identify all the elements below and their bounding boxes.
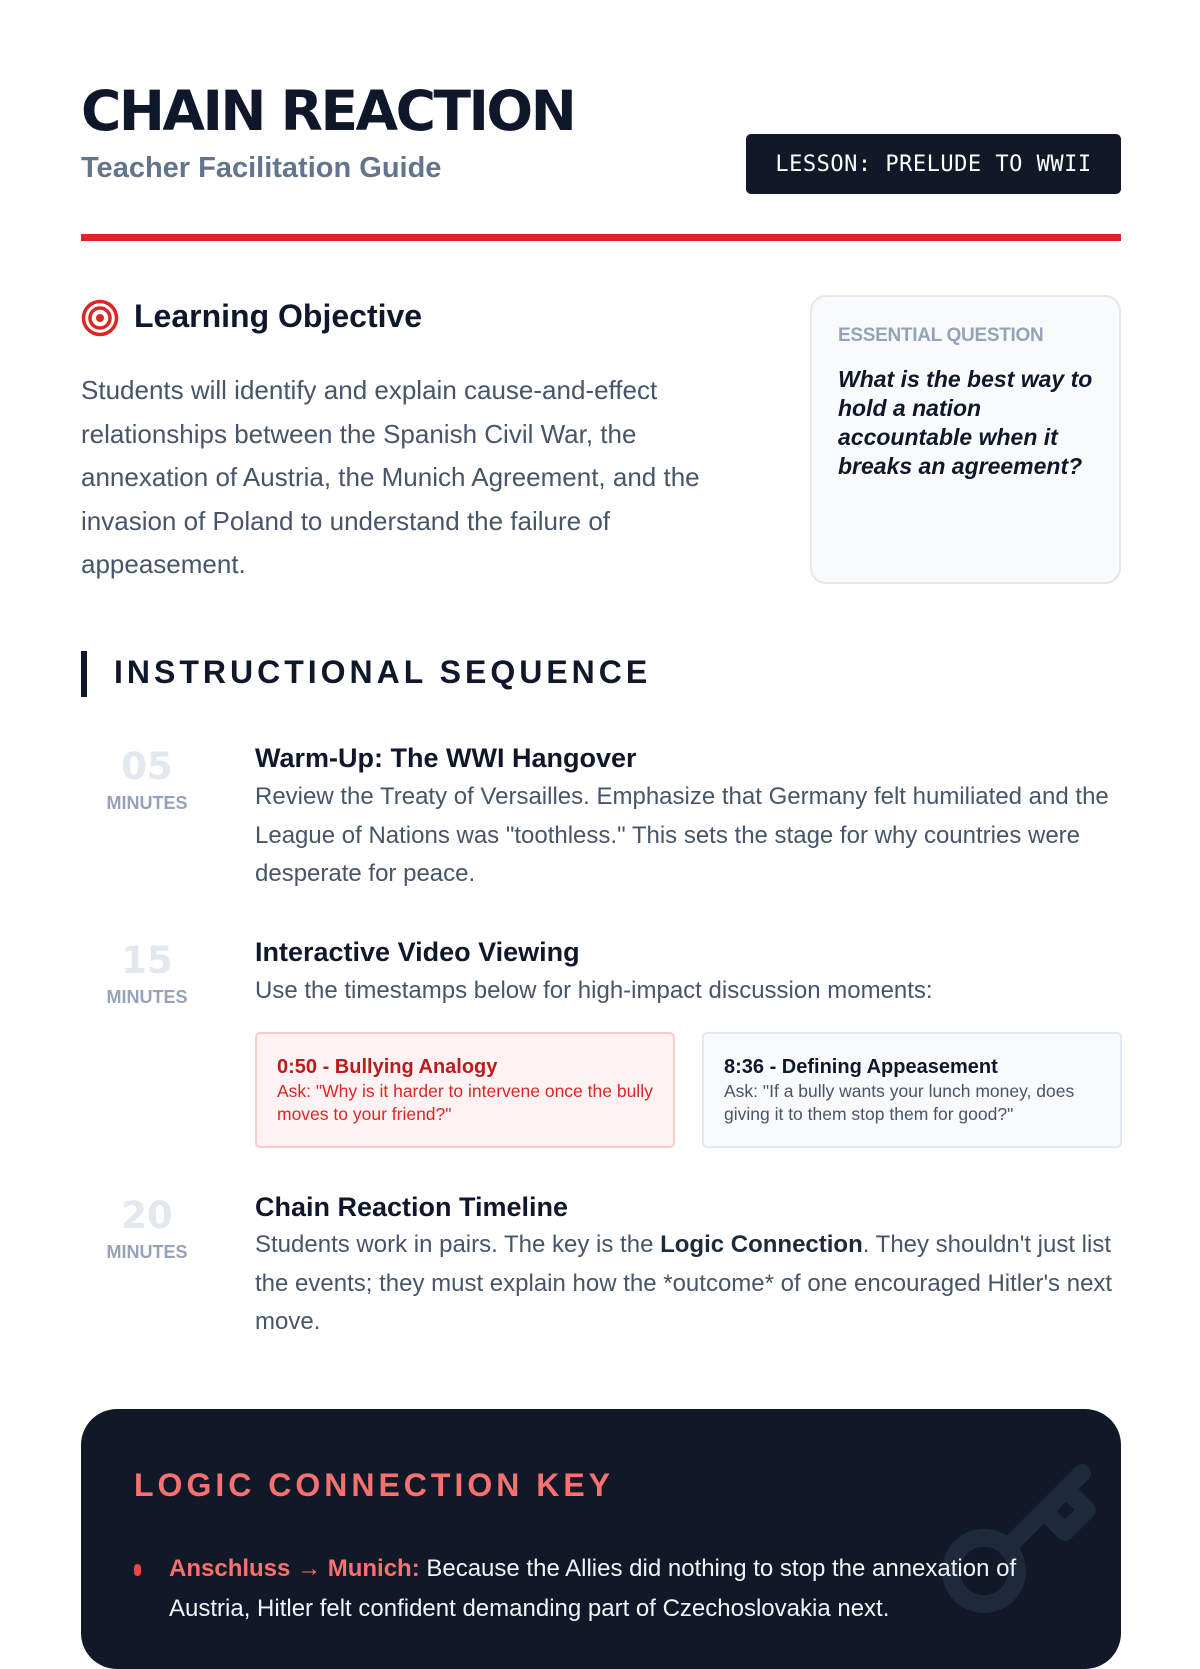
timestamp-title: 8:36 - Defining Appeasement xyxy=(724,1056,998,1078)
timestamp-prompt: Ask: "Why is it harder to intervene once the bully moves to your friend?" xyxy=(277,1081,653,1124)
logic-key-item-text xyxy=(134,1549,1064,1629)
objective-heading: Learning Objective xyxy=(134,298,423,334)
timestamp-title: 0:50 - Bullying Analogy xyxy=(277,1056,498,1078)
step-duration xyxy=(82,939,212,1008)
objective-text: Students will identify and explain cause-and-effect relationships between the Spanish Civil War, the annexation of Austria, the Munich Agreement, and the invasion of Poland to understand the failure of appeasement. xyxy=(81,375,700,579)
page-subtitle: Teacher Facilitation Guide xyxy=(81,152,442,184)
logic-key-heading: LOGIC CONNECTION KEY xyxy=(134,1467,615,1503)
step-minutes-unit: MINUTES xyxy=(106,987,188,1007)
section-accent-bar xyxy=(81,651,87,697)
target-icon xyxy=(81,299,119,337)
step-title: Warm-Up: The WWI Hangover xyxy=(255,743,637,773)
timestamp-prompt: Ask: "If a bully wants your lunch money, does giving it to them stop them for good?" xyxy=(724,1081,1075,1124)
step-body-text: Students work in pairs. The key is the xyxy=(255,1231,661,1258)
step-duration xyxy=(82,745,212,814)
step-body xyxy=(255,1226,1121,1342)
step-duration xyxy=(82,1194,212,1263)
step-body-text: . They shouldn't just list the events; they must explain how the *outcome* of one encouraged Hitler's next move. xyxy=(255,1231,1113,1335)
sequence-heading: INSTRUCTIONAL SEQUENCE xyxy=(114,654,652,690)
timestamp-card xyxy=(702,1032,1122,1148)
page-title: CHAIN REACTION xyxy=(81,79,575,143)
step-title: Chain Reaction Timeline xyxy=(255,1192,569,1222)
lesson-badge: LESSON: PRELUDE TO WWII xyxy=(746,134,1121,194)
essential-question-label: ESSENTIAL QUESTION xyxy=(838,325,1044,346)
step-minutes: 05 xyxy=(121,745,173,788)
logic-key-pair: Anschluss → Munich: xyxy=(169,1555,420,1582)
step-minutes: 15 xyxy=(121,939,173,982)
step-minutes: 20 xyxy=(121,1194,173,1237)
header-divider xyxy=(81,234,1121,241)
step-body-emphasis: Logic Connection xyxy=(660,1231,863,1258)
step-body: Review the Treaty of Versailles. Emphasize that Germany felt humiliated and the League of Nations was "toothless." This sets the stage for why countries were desperate for peace. xyxy=(255,783,1109,887)
logic-key-item xyxy=(134,1549,1064,1629)
bullet-icon xyxy=(134,1564,141,1576)
step-body: Use the timestamps below for high-impact discussion moments: xyxy=(255,977,933,1004)
step-minutes-unit: MINUTES xyxy=(106,793,188,813)
step-title: Interactive Video Viewing xyxy=(255,937,580,967)
timestamp-card xyxy=(255,1032,675,1148)
logic-key-card xyxy=(81,1409,1121,1669)
step-minutes-unit: MINUTES xyxy=(106,1242,188,1262)
essential-question-card xyxy=(810,295,1121,584)
logic-key-explanation: Because the Allies did nothing to stop the annexation of Austria, Hitler felt confident demanding part of Czechoslovakia next. xyxy=(169,1555,1017,1622)
essential-question-text: What is the best way to hold a nation accountable when it breaks an agreement? xyxy=(838,366,1093,479)
